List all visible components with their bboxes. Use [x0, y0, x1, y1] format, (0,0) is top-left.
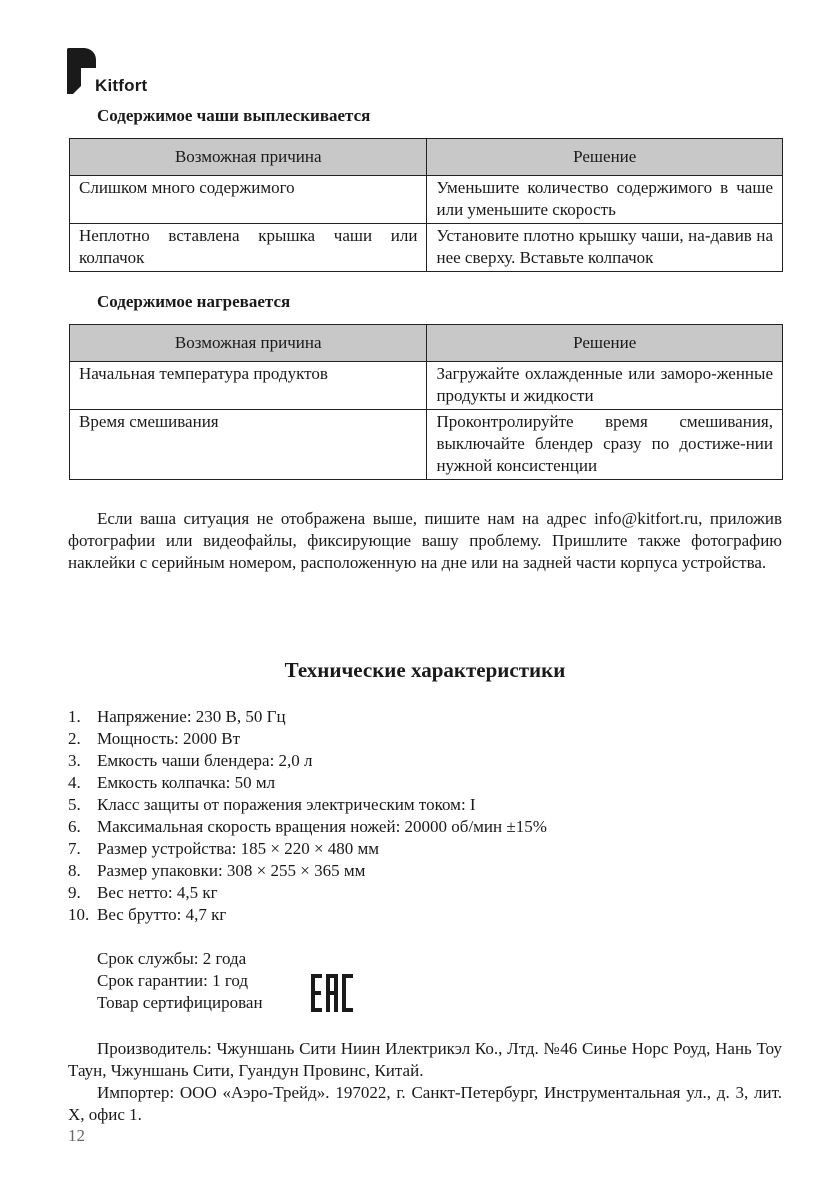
item-text: Напряжение: 230 В, 50 Гц [97, 707, 286, 726]
cause-cell: Начальная температура продуктов [70, 362, 427, 410]
item-text: Класс защиты от поражения электрическим током: I [97, 795, 476, 814]
table-row [70, 410, 783, 480]
item-number: 1. [68, 707, 81, 726]
section1-title: Содержимое чаши выплескивается [97, 106, 371, 125]
item-number: 6. [68, 817, 81, 836]
list-item [68, 728, 547, 750]
list-item [68, 904, 547, 926]
item-number: 10. [68, 905, 90, 924]
kitfort-logo-icon [67, 48, 97, 96]
column-header-cause: Возможная причина [70, 325, 427, 362]
specs-title: Технические характеристики [284, 658, 566, 682]
specs-list [68, 706, 547, 926]
cause-cell: Слишком много содержимого [70, 176, 427, 224]
solution-cell: Проконтролируйте время смешивания, выключайте блендер сразу по достиже-нии нужной консистенции [427, 410, 783, 480]
warranty-period: Срок гарантии: 1 год [97, 971, 249, 990]
table-row [70, 224, 783, 272]
column-header-solution: Решение [427, 325, 783, 362]
section2-table [69, 324, 783, 480]
item-number: 9. [68, 883, 81, 902]
item-text: Емкость чаши блендера: 2,0 л [97, 751, 313, 770]
table-row [70, 176, 783, 224]
section2-title: Содержимое нагревается [97, 292, 291, 311]
cause-cell: Время смешивания [70, 410, 427, 480]
solution-cell: Уменьшите количество содержимого в чаше или уменьшите скорость [427, 176, 783, 224]
column-header-solution: Решение [427, 139, 783, 176]
list-item [68, 706, 547, 728]
service-life: Срок службы: 2 года [97, 949, 247, 968]
column-header-cause: Возможная причина [70, 139, 427, 176]
contact-paragraph: Если ваша ситуация не отображена выше, пишите нам на адрес info@kitfort.ru, приложив фотографии или видеофайлы, фиксирующие вашу проблему. Пришлите также фотографию наклейки с серийным номером, расположенную на дне или на задней части корпуса устройства. [68, 509, 782, 572]
page-number: 12 [68, 1126, 85, 1145]
manufacturer-paragraph: Производитель: Чжуншань Сити Ниин Илектрикэл Ко., Лтд. №46 Синье Норс Роуд, Нань Тоу Таун, Чжуншань Сити, Гуандун Провинс, Китай. [68, 1039, 782, 1080]
list-item [68, 816, 547, 838]
item-text: Емкость колпачка: 50 мл [97, 773, 276, 792]
item-number: 8. [68, 861, 81, 880]
solution-cell: Установите плотно крышку чаши, на-давив на нее сверху. Вставьте колпачок [427, 224, 783, 272]
importer-paragraph: Импортер: ООО «Аэро-Трейд». 197022, г. Санкт-Петербург, Инструментальная ул., д. 3, лит. Х, офис 1. [68, 1083, 782, 1124]
item-text: Вес брутто: 4,7 кг [97, 905, 227, 924]
section1-table [69, 138, 783, 272]
item-text: Мощность: 2000 Вт [97, 729, 241, 748]
item-text: Размер устройства: 185 × 220 × 480 мм [97, 839, 380, 858]
warranty-block [97, 948, 263, 1014]
brand-name: Kitfort [95, 76, 148, 95]
item-text: Вес нетто: 4,5 кг [97, 883, 218, 902]
item-text: Максимальная скорость вращения ножей: 20000 об/мин ±15% [97, 817, 547, 836]
cause-cell: Неплотно вставлена крышка чаши или колпачок [70, 224, 427, 272]
item-number: 4. [68, 773, 81, 792]
item-number: 2. [68, 729, 81, 748]
list-item [68, 860, 547, 882]
list-item [68, 750, 547, 772]
item-number: 3. [68, 751, 81, 770]
table-row [70, 362, 783, 410]
solution-cell: Загружайте охлажденные или заморо-женные продукты и жидкости [427, 362, 783, 410]
item-number: 5. [68, 795, 81, 814]
item-text: Размер упаковки: 308 × 255 × 365 мм [97, 861, 366, 880]
list-item [68, 794, 547, 816]
certified-label: Товар сертифицирован [97, 993, 263, 1012]
item-number: 7. [68, 839, 81, 858]
eac-mark-icon [311, 974, 353, 1012]
list-item [68, 838, 547, 860]
list-item [68, 882, 547, 904]
list-item [68, 772, 547, 794]
